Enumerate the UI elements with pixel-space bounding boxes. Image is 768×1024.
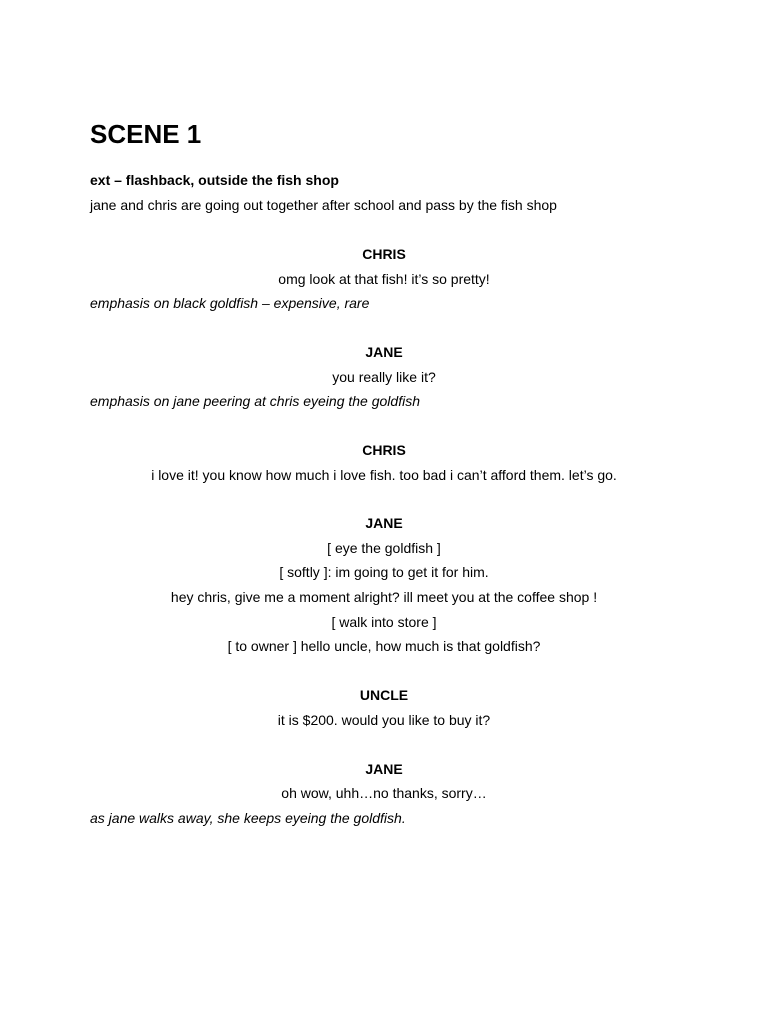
scene-title: SCENE 1 xyxy=(90,119,202,149)
dialogue-line: [ to owner ] hello uncle, how much is that goldfish? xyxy=(227,638,541,654)
dialogue-line: oh wow, uhh…no thanks, sorry… xyxy=(281,785,487,801)
dialogue-line: it is $200. would you like to buy it? xyxy=(277,712,491,728)
character-name: CHRIS xyxy=(362,442,406,458)
dialogue-line: [ softly ]: im going to get it for him. xyxy=(279,564,489,580)
character-name: UNCLE xyxy=(359,687,409,703)
character-name: JANE xyxy=(365,515,403,531)
character-name: JANE xyxy=(365,761,403,777)
stage-direction: emphasis on jane peering at chris eyeing the goldfish xyxy=(90,393,420,409)
scene-description: jane and chris are going out together after school and pass by the fish shop xyxy=(90,197,557,213)
dialogue-line: omg look at that fish! it’s so pretty! xyxy=(278,271,490,287)
dialogue-line: [ eye the goldfish ] xyxy=(327,540,441,556)
stage-direction: as jane walks away, she keeps eyeing the goldfish. xyxy=(90,810,406,826)
stage-direction: emphasis on black goldfish – expensive, rare xyxy=(90,295,370,311)
character-name: JANE xyxy=(365,344,403,360)
dialogue-line: [ walk into store ] xyxy=(331,614,437,630)
character-name: CHRIS xyxy=(362,246,406,262)
dialogue-line: hey chris, give me a moment alright? ill meet you at the coffee shop ! xyxy=(170,589,598,605)
dialogue-line: you really like it? xyxy=(332,369,436,385)
scene-heading: ext – flashback, outside the fish shop xyxy=(90,172,339,188)
dialogue-line: i love it! you know how much i love fish. too bad i can’t afford them. let’s go. xyxy=(151,467,617,483)
